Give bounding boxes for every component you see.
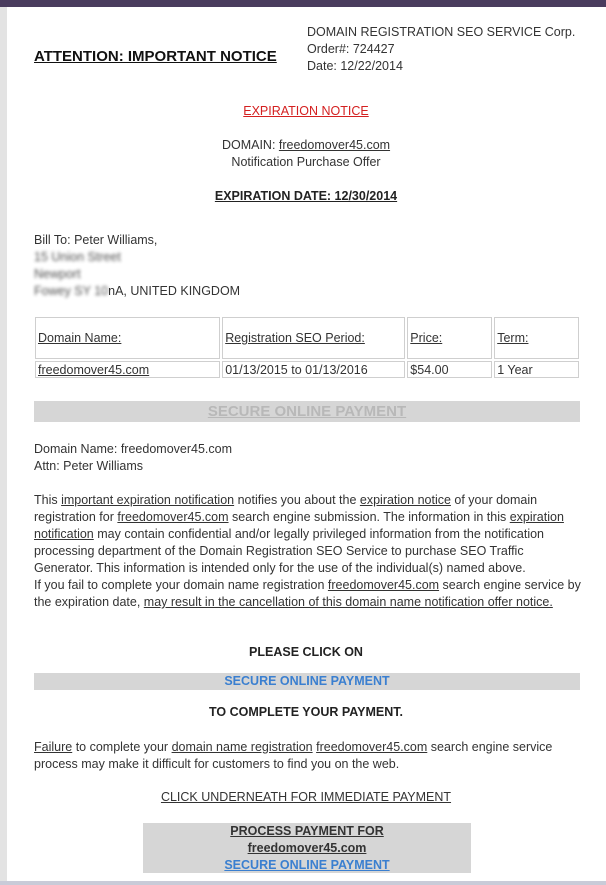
body-text: search engine service by the expiration date, <box>34 578 581 609</box>
body-text: search engine submission. The information in this <box>228 510 510 524</box>
table-cell-period: 01/13/2015 to 01/13/2016 <box>222 361 405 378</box>
info-domain-name: Domain Name: freedomover45.com <box>34 442 232 456</box>
failure-paragraph <box>34 739 586 773</box>
process-payment-label: PROCESS PAYMENT FOR <box>230 824 384 838</box>
bill-to-street: 15 Union Street <box>34 250 121 264</box>
order-number: Order#: 724427 <box>307 42 395 56</box>
notice-body <box>34 492 586 611</box>
domain-inline-link-3[interactable]: freedomover45.com <box>316 740 428 754</box>
body-text: of your domain registration for <box>34 493 538 524</box>
body-text: search engine service process may make it difficult for customers to find you on the web. <box>34 740 553 771</box>
bill-to-block <box>34 232 240 300</box>
body-text: to complete your <box>72 740 172 754</box>
domain-registration-link[interactable]: domain name registration <box>171 740 313 754</box>
table-cell-price: $54.00 <box>407 361 492 378</box>
process-payment-link[interactable]: SECURE ONLINE PAYMENT <box>224 858 390 872</box>
expiration-date: EXPIRATION DATE: 12/30/2014 <box>214 189 398 203</box>
expiration-notification-link[interactable]: expiration notification <box>34 510 564 541</box>
bill-to-country: nA, UNITED KINGDOM <box>108 284 241 298</box>
body-text: This <box>34 493 62 507</box>
bill-to-postcode-redacted: Fowey SY 10 <box>34 284 109 298</box>
table-header-cell: Price: <box>407 317 492 359</box>
secure-payment-link[interactable]: SECURE ONLINE PAYMENT <box>34 673 580 690</box>
sender-block <box>307 24 575 75</box>
to-complete-label: TO COMPLETE YOUR PAYMENT. <box>208 705 403 719</box>
expiration-notice-link[interactable]: EXPIRATION NOTICE <box>243 104 369 118</box>
notice-date: Date: 12/22/2014 <box>307 59 403 73</box>
info-block <box>34 441 232 475</box>
process-payment-domain: freedomover45.com <box>247 841 367 855</box>
bottom-border <box>0 881 606 885</box>
expiration-notice-inline-link[interactable]: expiration notice <box>359 493 451 507</box>
bill-to-city: Newport <box>34 267 81 281</box>
cancellation-link[interactable]: may result in the cancellation of this domain name notification offer notice. <box>143 595 553 609</box>
domain-inline-link-2[interactable]: freedomover45.com <box>327 578 440 592</box>
failure-link[interactable]: Failure <box>34 740 73 754</box>
domain-link[interactable]: freedomover45.com <box>278 138 391 152</box>
domain-table <box>33 315 581 380</box>
table-header-cell: Registration SEO Period: <box>222 317 405 359</box>
offer-line: Notification Purchase Offer <box>231 155 381 169</box>
bill-to-postcode <box>34 283 240 300</box>
important-notification-link[interactable]: important expiration notification <box>61 493 235 507</box>
bill-to-name: Bill To: Peter Williams, <box>34 233 158 247</box>
body-text: may contain confidential and/or legally privileged information from the notification processing department of the Domain Registration SEO Service to purchase SEO Traffic Generator. This information is intended only for the use of the individual(s) named above. <box>34 527 545 575</box>
table-header-cell: Domain Name: <box>35 317 220 359</box>
please-click-label: PLEASE CLICK ON <box>249 645 363 659</box>
table-header-row <box>35 317 579 359</box>
body-text: notifies you about the <box>234 493 360 507</box>
sender-company: DOMAIN REGISTRATION SEO SERVICE Corp. <box>307 25 576 39</box>
domain-label: DOMAIN: <box>221 138 279 152</box>
info-attn: Attn: Peter Williams <box>34 459 144 473</box>
top-border <box>0 0 606 7</box>
attention-heading: ATTENTION: IMPORTANT NOTICE <box>34 48 277 65</box>
process-payment-button[interactable] <box>143 823 471 873</box>
table-cell-domain[interactable]: freedomover45.com <box>35 361 220 378</box>
domain-inline-link[interactable]: freedomover45.com <box>117 510 229 524</box>
table-header-cell: Term: <box>494 317 579 359</box>
body-text: If you fail to complete your domain name registration <box>34 578 328 592</box>
domain-line <box>0 138 606 152</box>
table-row <box>35 361 579 378</box>
click-underneath-link[interactable]: CLICK UNDERNEATH FOR IMMEDIATE PAYMENT <box>160 790 452 804</box>
table-cell-term: 1 Year <box>494 361 579 378</box>
secure-payment-banner[interactable]: SECURE ONLINE PAYMENT <box>34 401 580 422</box>
